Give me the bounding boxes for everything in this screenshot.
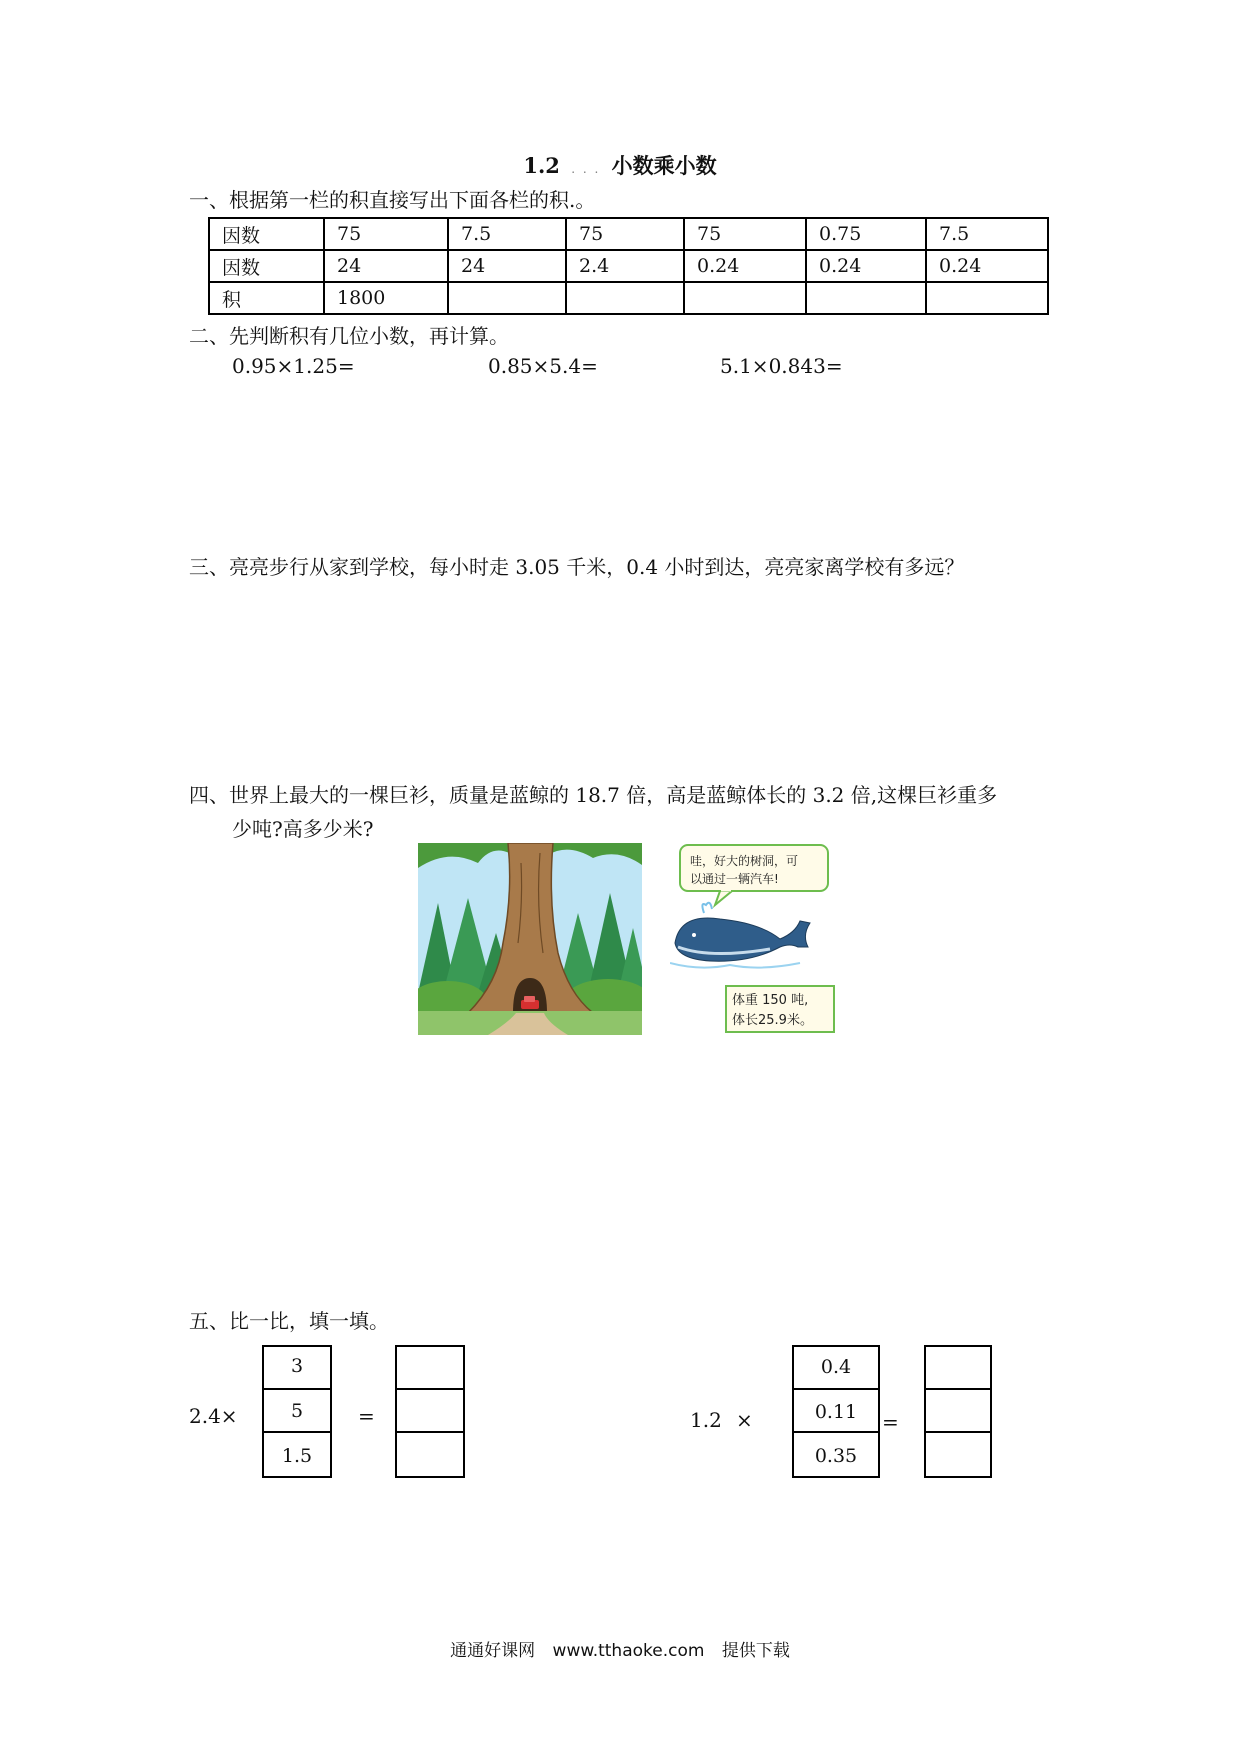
left-equals: =	[358, 1404, 375, 1428]
table-cell: 积	[209, 282, 324, 314]
speech-bubble-line1: 哇，好大的树洞，可	[690, 854, 799, 868]
right-factor-cell: 0.35	[794, 1431, 878, 1478]
answer-cell[interactable]	[926, 282, 1048, 314]
answer-cell[interactable]	[806, 282, 926, 314]
whale-note-line1: 体重 150 吨,	[732, 993, 809, 1008]
footer-site-name: 通通好课网	[450, 1641, 536, 1661]
table-row	[209, 282, 1048, 314]
table-cell: 0.24	[684, 250, 806, 282]
table-row	[209, 250, 1048, 282]
left-factor-cell: 1.5	[264, 1431, 330, 1478]
table-cell: 0.75	[806, 218, 926, 250]
table-cell: 因数	[209, 250, 324, 282]
page-footer	[0, 1636, 1240, 1661]
right-times-sign: ×	[736, 1408, 753, 1432]
giant-tree-illustration	[418, 843, 642, 1035]
table-cell: 0.24	[926, 250, 1048, 282]
table-cell: 24	[448, 250, 566, 282]
table-cell: 24	[324, 250, 448, 282]
table-row	[209, 218, 1048, 250]
table-cell: 75	[324, 218, 448, 250]
table-cell: 1800	[324, 282, 448, 314]
left-answer-column	[395, 1345, 465, 1478]
table-cell: 7.5	[926, 218, 1048, 250]
expression-1: 0.95×1.25=	[232, 354, 355, 378]
left-factor-column	[262, 1345, 332, 1478]
right-answer-column	[924, 1345, 992, 1478]
left-answer-divider	[397, 1388, 463, 1433]
title-number: 1.2	[523, 153, 560, 178]
page-title	[0, 150, 1240, 180]
table-cell: 75	[684, 218, 806, 250]
right-factor-column	[792, 1345, 880, 1478]
answer-cell[interactable]	[566, 282, 684, 314]
expression-3: 5.1×0.843=	[720, 354, 843, 378]
table-cell: 7.5	[448, 218, 566, 250]
question-1-text: 一、根据第一栏的积直接写出下面各栏的积.。	[189, 188, 596, 212]
table-cell: 因数	[209, 218, 324, 250]
title-text: 小数乘小数	[611, 153, 717, 178]
expression-2: 0.85×5.4=	[488, 354, 598, 378]
right-answer-divider	[926, 1431, 990, 1478]
table-cell: 0.24	[806, 250, 926, 282]
right-multiplier: 1.2	[690, 1408, 722, 1432]
right-answer-divider	[926, 1388, 990, 1433]
whale-note-line2: 体长25.9米。	[732, 1013, 813, 1028]
title-dots: . . .	[571, 162, 601, 176]
answer-cell[interactable]	[448, 282, 566, 314]
question-4-line2: 少吨?高多少米?	[232, 817, 374, 841]
left-factor-cell: 5	[264, 1388, 330, 1433]
right-factor-cell: 0.11	[794, 1388, 878, 1433]
left-factor-cell: 3	[290, 1355, 304, 1377]
table-cell: 2.4	[566, 250, 684, 282]
question-2-text: 二、先判断积有几位小数，再计算。	[189, 324, 509, 348]
question-4-line1: 四、世界上最大的一棵巨衫，质量是蓝鲸的 18.7 倍，高是蓝鲸体长的 3.2 倍,这棵巨衫重多	[189, 783, 998, 807]
right-equals: =	[882, 1410, 899, 1434]
footer-url[interactable]: www.tthaoke.com	[552, 1641, 705, 1661]
question-3-text: 三、亮亮步行从家到学校，每小时走 3.05 千米，0.4 小时到达，亮亮家离学校有多远？	[189, 555, 965, 579]
right-factor-cell: 0.4	[820, 1356, 852, 1378]
footer-suffix: 提供下载	[721, 1641, 790, 1661]
speech-bubble-line2: 以通过一辆汽车!	[690, 872, 779, 886]
question-5-text: 五、比一比，填一填。	[189, 1309, 389, 1333]
left-multiplier: 2.4×	[189, 1404, 238, 1428]
answer-cell[interactable]	[684, 282, 806, 314]
left-answer-divider	[397, 1431, 463, 1478]
product-table	[208, 217, 1049, 315]
whale-illustration	[670, 843, 840, 1035]
table-cell: 75	[566, 218, 684, 250]
